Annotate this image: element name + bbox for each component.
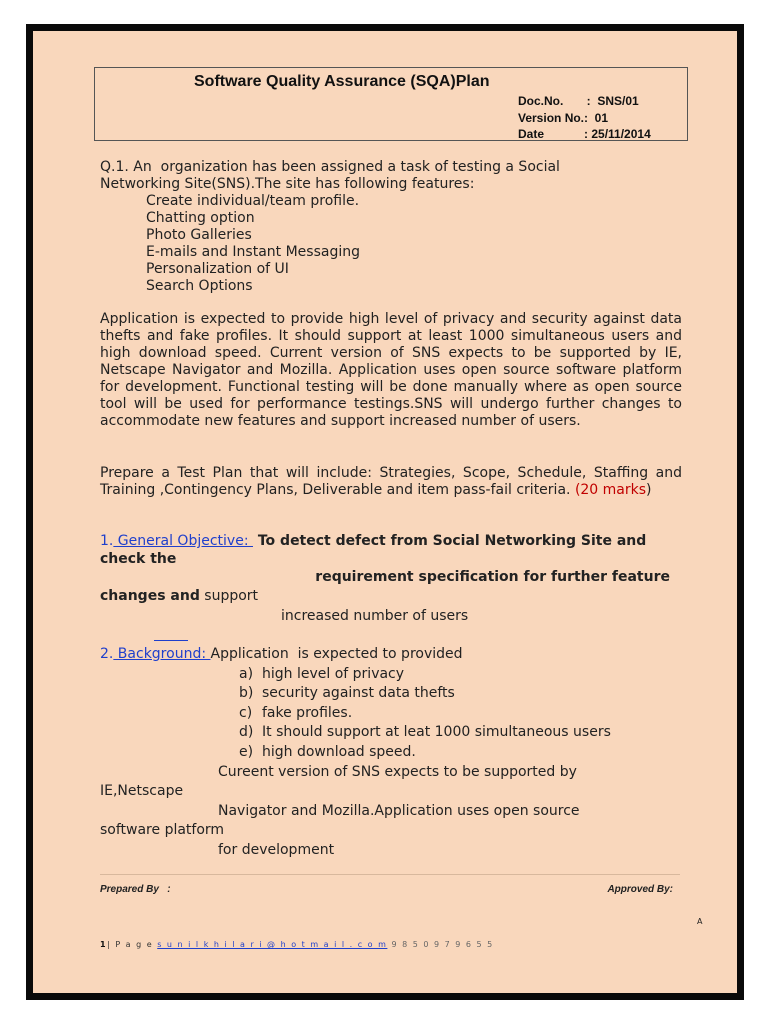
section-1-text: To detect defect from Social Networking Site and	[252, 533, 647, 549]
page-footer	[100, 940, 494, 949]
section-2-title: Background:	[113, 646, 211, 662]
requirements-paragraph: Application is expected to provide high level of privacy and security against data thefts and fake profiles. It should support at least 1000 simultaneous users and high download speed. Current version of SNS expects to be supported by IE, Netscape Navigator and Mozilla. Application uses open source software platform for development. Functional testing will be done manually where as open source tool will be used for performance testings.SNS will undergo further changes to accommodate new features and support increased number of users.	[100, 311, 682, 429]
document-date: Date : 25/11/2014	[518, 127, 651, 141]
task-paragraph	[100, 465, 682, 499]
section-1-plain-text: support	[199, 588, 259, 604]
section-1-line-2: check the	[100, 551, 177, 567]
stray-underline	[154, 640, 188, 641]
phone-number: 9 8 5 0 9 7 9 6 5 5	[391, 940, 494, 949]
version-number: Version No.: 01	[518, 111, 609, 125]
approved-by-label: Approved By:	[607, 884, 673, 895]
background-item-letter: d)	[239, 724, 254, 740]
section-1-line-5: increased number of users	[281, 608, 469, 624]
doc-number: Doc.No. : SNS/01	[518, 94, 639, 108]
background-item-letter: c)	[239, 705, 253, 721]
section-2-line-2: IE,Netscape	[100, 783, 184, 799]
footer-rule	[100, 874, 680, 875]
section-2-line-5: for development	[218, 842, 335, 858]
section-2-heading	[100, 646, 463, 663]
background-item-text: high download speed.	[262, 744, 416, 760]
section-2-line-1: Cureent version of SNS expects to be supported by	[218, 764, 577, 780]
feature-item: Photo Galleries	[146, 227, 252, 243]
section-2-line-4: software platform	[100, 822, 225, 838]
background-item-text: security against data thefts	[262, 685, 455, 701]
feature-item: Search Options	[146, 278, 253, 294]
section-1-number: 1.	[100, 533, 114, 549]
marks-label: (20 marks	[574, 482, 647, 498]
question-line-2: Networking Site(SNS).The site has following features:	[100, 176, 475, 192]
background-item-text: high level of privacy	[262, 666, 405, 682]
section-1-bold-text: changes and	[100, 588, 200, 604]
page-number: 1	[100, 940, 108, 949]
document-title: Software Quality Assurance (SQA)Plan	[194, 73, 490, 90]
background-item-letter: b)	[239, 685, 254, 701]
footer-letter: A	[697, 917, 703, 926]
section-2-intro: Application is expected to provided	[210, 646, 463, 662]
section-1-line-4	[100, 588, 258, 605]
email-link[interactable]: s u n i l k h i l a r i @ h o t m a i l . c o m	[157, 940, 388, 949]
section-1-heading	[100, 533, 646, 550]
section-1-line-3: requirement specification for further feature	[315, 569, 670, 585]
section-2-number: 2.	[100, 646, 114, 662]
section-2-line-3: Navigator and Mozilla.Application uses open source	[218, 803, 580, 819]
document-page	[26, 24, 744, 1000]
background-item-letter: a)	[239, 666, 254, 682]
feature-item: Personalization of UI	[146, 261, 289, 277]
page-label: | P a g e	[107, 940, 154, 949]
feature-item: E-mails and Instant Messaging	[146, 244, 360, 260]
task-text: Prepare a Test Plan that will include: Strategies, Scope, Schedule, Staffing and Training ,Contingency Plans, Deliverable and item pass-fail criteria.	[100, 465, 682, 498]
feature-item: Chatting option	[146, 210, 255, 226]
background-item-text: It should support at leat 1000 simultaneous users	[262, 724, 611, 740]
question-line-1: Q.1. An organization has been assigned a task of testing a Social	[100, 159, 560, 175]
feature-item: Create individual/team profile.	[146, 193, 360, 209]
prepared-by-label: Prepared By :	[100, 884, 171, 895]
section-1-title: General Objective:	[113, 533, 253, 549]
background-item-letter: e)	[239, 744, 254, 760]
background-item-text: fake profiles.	[262, 705, 353, 721]
marks-close: )	[646, 482, 652, 498]
header-box	[94, 67, 688, 141]
